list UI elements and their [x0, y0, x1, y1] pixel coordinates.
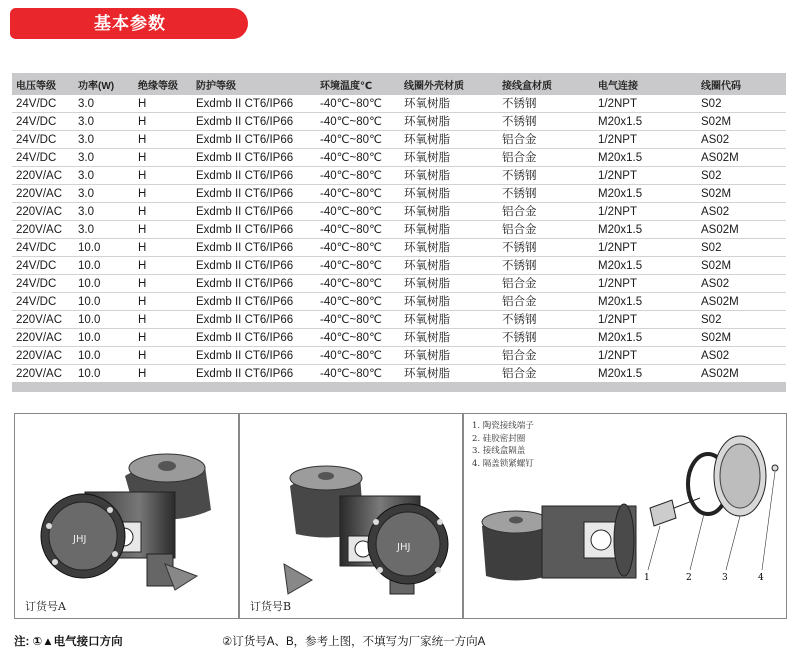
- table-cell: 环氧树脂: [404, 223, 450, 236]
- figure-b-label: 订货号B: [250, 600, 292, 613]
- table-cell: 10.0: [78, 313, 101, 326]
- table-cell: 铝合金: [502, 205, 537, 218]
- table-cell: S02M: [701, 115, 732, 128]
- table-cell: 不锈钢: [502, 169, 537, 182]
- column-header: 电压等级: [16, 80, 56, 92]
- table-cell: 环氧树脂: [404, 115, 450, 128]
- table-cell: 不锈钢: [502, 187, 537, 200]
- table-cell: 10.0: [78, 331, 101, 344]
- table-cell: H: [138, 133, 147, 146]
- table-cell: S02M: [701, 187, 732, 200]
- table-cell: Exdmb II CT6/IP66: [196, 367, 294, 380]
- table-cell: 3.0: [78, 187, 94, 200]
- table-row: [12, 167, 786, 185]
- table-cell: AS02: [701, 133, 730, 146]
- table-cell: 220V/AC: [16, 223, 63, 236]
- table-cell: 220V/AC: [16, 331, 63, 344]
- table-cell: H: [138, 223, 147, 236]
- table-cell: 铝合金: [502, 223, 537, 236]
- table-cell: M20x1.5: [598, 151, 643, 164]
- table-cell: 环氧树脂: [404, 169, 450, 182]
- table-cell: -40℃~80℃: [320, 349, 382, 362]
- table-cell: 环氧树脂: [404, 367, 450, 380]
- table-cell: 不锈钢: [502, 259, 537, 272]
- table-cell: 24V/DC: [16, 133, 57, 146]
- table-cell: 环氧树脂: [404, 313, 450, 326]
- table-cell: H: [138, 187, 147, 200]
- table-cell: 1/2NPT: [598, 349, 637, 362]
- table-cell: Exdmb II CT6/IP66: [196, 349, 294, 362]
- table-cell: 1/2NPT: [598, 169, 637, 182]
- table-cell: S02M: [701, 259, 732, 272]
- table-cell: 24V/DC: [16, 259, 57, 272]
- callout-1: 1: [644, 573, 650, 583]
- column-header: 环境温度℃: [320, 80, 373, 92]
- table-cell: H: [138, 241, 147, 254]
- figure-order-b: [239, 413, 463, 619]
- table-cell: Exdmb II CT6/IP66: [196, 115, 294, 128]
- table-cell: 铝合金: [502, 349, 537, 362]
- callout-3: 3: [722, 573, 728, 583]
- table-cell: 3.0: [78, 97, 94, 110]
- table-cell: H: [138, 115, 147, 128]
- table-cell: 1/2NPT: [598, 133, 637, 146]
- table-cell: 10.0: [78, 349, 101, 362]
- table-cell: Exdmb II CT6/IP66: [196, 187, 294, 200]
- table-cell: 不锈钢: [502, 241, 537, 254]
- note-direction: 注: ①▲电气接口方向: [14, 636, 123, 648]
- table-cell: 220V/AC: [16, 367, 63, 380]
- table-cell: 24V/DC: [16, 295, 57, 308]
- table-cell: 环氧树脂: [404, 259, 450, 272]
- table-cell: M20x1.5: [598, 367, 643, 380]
- table-cell: 铝合金: [502, 367, 537, 380]
- table-cell: Exdmb II CT6/IP66: [196, 259, 294, 272]
- table-cell: Exdmb II CT6/IP66: [196, 205, 294, 218]
- table-cell: H: [138, 295, 147, 308]
- note-order-code: ②订货号A、B，参考上图，不填写为厂家统一方向A: [222, 636, 486, 648]
- table-cell: 24V/DC: [16, 151, 57, 164]
- table-cell: 环氧树脂: [404, 331, 450, 344]
- table-cell: 10.0: [78, 241, 101, 254]
- table-cell: Exdmb II CT6/IP66: [196, 151, 294, 164]
- table-row: [12, 365, 786, 383]
- table-cell: Exdmb II CT6/IP66: [196, 313, 294, 326]
- table-cell: AS02: [701, 349, 730, 362]
- table-cell: H: [138, 259, 147, 272]
- table-cell: -40℃~80℃: [320, 187, 382, 200]
- column-header: 线圈代码: [701, 80, 741, 92]
- table-cell: S02M: [701, 331, 732, 344]
- exploded-drawing: [464, 414, 786, 618]
- table-cell: 10.0: [78, 295, 101, 308]
- table-cell: 环氧树脂: [404, 151, 450, 164]
- table-cell: H: [138, 97, 147, 110]
- table-cell: Exdmb II CT6/IP66: [196, 169, 294, 182]
- table-cell: M20x1.5: [598, 295, 643, 308]
- table-cell: -40℃~80℃: [320, 205, 382, 218]
- table-row: [12, 311, 786, 329]
- part-item: 2. 硅胶密封圈: [472, 433, 526, 444]
- part-item: 3. 接线盒隔盖: [472, 446, 526, 456]
- table-cell: 24V/DC: [16, 115, 57, 128]
- column-header: 线圈外壳材质: [404, 80, 464, 92]
- table-row: [12, 239, 786, 257]
- table-cell: -40℃~80℃: [320, 295, 382, 308]
- table-row: [12, 275, 786, 293]
- table-cell: 220V/AC: [16, 313, 63, 326]
- table-cell: 10.0: [78, 259, 101, 272]
- table-cell: H: [138, 331, 147, 344]
- table-cell: 铝合金: [502, 133, 537, 146]
- table-cell: 3.0: [78, 133, 94, 146]
- table-cell: H: [138, 367, 147, 380]
- table-cell: 3.0: [78, 115, 94, 128]
- table-cell: 220V/AC: [16, 169, 63, 182]
- table-cell: M20x1.5: [598, 259, 643, 272]
- box-brand-a: JHJ: [73, 534, 87, 545]
- table-cell: 环氧树脂: [404, 97, 450, 110]
- table-cell: 3.0: [78, 151, 94, 164]
- table-cell: S02: [701, 313, 722, 326]
- table-cell: H: [138, 313, 147, 326]
- valve-drawing-a: [15, 414, 238, 618]
- table-row: [12, 185, 786, 203]
- table-cell: 1/2NPT: [598, 97, 637, 110]
- table-cell: M20x1.5: [598, 223, 643, 236]
- table-cell: 铝合金: [502, 151, 537, 164]
- table-row: [12, 149, 786, 167]
- table-header-row: [12, 73, 786, 95]
- table-cell: -40℃~80℃: [320, 277, 382, 290]
- table-cell: AS02M: [701, 295, 739, 308]
- table-cell: Exdmb II CT6/IP66: [196, 277, 294, 290]
- part-item: 1. 陶瓷接线端子: [472, 421, 534, 431]
- table-cell: AS02: [701, 277, 730, 290]
- table-cell: M20x1.5: [598, 115, 643, 128]
- table-cell: -40℃~80℃: [320, 367, 382, 380]
- table-cell: -40℃~80℃: [320, 115, 382, 128]
- table-cell: 不锈钢: [502, 331, 537, 344]
- table-cell: 10.0: [78, 277, 101, 290]
- table-cell: H: [138, 277, 147, 290]
- table-cell: 不锈钢: [502, 313, 537, 326]
- table-cell: Exdmb II CT6/IP66: [196, 295, 294, 308]
- column-header: 绝缘等级: [138, 80, 178, 92]
- table-row: [12, 221, 786, 239]
- table-cell: H: [138, 169, 147, 182]
- table-cell: -40℃~80℃: [320, 313, 382, 326]
- table-cell: 环氧树脂: [404, 277, 450, 290]
- table-cell: -40℃~80℃: [320, 259, 382, 272]
- table-footer-bar: [12, 382, 786, 392]
- table-cell: Exdmb II CT6/IP66: [196, 97, 294, 110]
- table-cell: 不锈钢: [502, 115, 537, 128]
- figure-a-label: 订货号A: [25, 600, 66, 613]
- table-cell: 24V/DC: [16, 241, 57, 254]
- table-cell: -40℃~80℃: [320, 97, 382, 110]
- table-cell: -40℃~80℃: [320, 151, 382, 164]
- callout-4: 4: [758, 573, 764, 583]
- table-cell: H: [138, 151, 147, 164]
- table-cell: 24V/DC: [16, 277, 57, 290]
- table-cell: AS02M: [701, 367, 739, 380]
- table-cell: -40℃~80℃: [320, 331, 382, 344]
- table-cell: 铝合金: [502, 295, 537, 308]
- table-cell: Exdmb II CT6/IP66: [196, 331, 294, 344]
- table-cell: 3.0: [78, 223, 94, 236]
- column-header: 防护等级: [196, 80, 236, 92]
- table-cell: M20x1.5: [598, 331, 643, 344]
- table-cell: 1/2NPT: [598, 277, 637, 290]
- table-cell: AS02: [701, 205, 730, 218]
- column-header: 接线盒材质: [502, 80, 552, 92]
- table-cell: 环氧树脂: [404, 349, 450, 362]
- table-cell: Exdmb II CT6/IP66: [196, 133, 294, 146]
- callout-2: 2: [686, 573, 692, 583]
- table-cell: 1/2NPT: [598, 313, 637, 326]
- table-cell: H: [138, 349, 147, 362]
- table-cell: 环氧树脂: [404, 295, 450, 308]
- box-brand-b: JHJ: [397, 542, 411, 553]
- table-cell: 220V/AC: [16, 205, 63, 218]
- column-header: 功率(W): [78, 80, 115, 92]
- part-item: 4. 隔盖锁紧螺钉: [472, 458, 534, 469]
- table-cell: Exdmb II CT6/IP66: [196, 223, 294, 236]
- table-cell: 3.0: [78, 205, 94, 218]
- table-row: [12, 257, 786, 275]
- figure-exploded-view: [463, 413, 787, 619]
- table-cell: 环氧树脂: [404, 241, 450, 254]
- table-cell: -40℃~80℃: [320, 241, 382, 254]
- table-cell: 1/2NPT: [598, 241, 637, 254]
- table-row: [12, 131, 786, 149]
- table-cell: 220V/AC: [16, 187, 63, 200]
- table-cell: S02: [701, 97, 722, 110]
- table-cell: AS02M: [701, 151, 739, 164]
- figure-order-a: [14, 413, 239, 619]
- table-cell: -40℃~80℃: [320, 223, 382, 236]
- table-cell: 220V/AC: [16, 349, 63, 362]
- table-cell: 24V/DC: [16, 97, 57, 110]
- section-title: 基本参数: [10, 8, 248, 39]
- table-cell: 10.0: [78, 367, 101, 380]
- table-cell: S02: [701, 241, 722, 254]
- table-cell: 铝合金: [502, 277, 537, 290]
- table-row: [12, 347, 786, 365]
- table-row: [12, 293, 786, 311]
- table-cell: 3.0: [78, 169, 94, 182]
- table-row: [12, 203, 786, 221]
- table-cell: H: [138, 205, 147, 218]
- table-cell: -40℃~80℃: [320, 133, 382, 146]
- table-cell: 1/2NPT: [598, 205, 637, 218]
- table-cell: S02: [701, 169, 722, 182]
- table-cell: AS02M: [701, 223, 739, 236]
- table-cell: M20x1.5: [598, 187, 643, 200]
- table-row: [12, 329, 786, 347]
- table-cell: 环氧树脂: [404, 205, 450, 218]
- table-cell: 环氧树脂: [404, 187, 450, 200]
- table-cell: Exdmb II CT6/IP66: [196, 241, 294, 254]
- parameter-table: [12, 73, 786, 392]
- table-row: [12, 113, 786, 131]
- table-cell: 环氧树脂: [404, 133, 450, 146]
- table-cell: 不锈钢: [502, 97, 537, 110]
- valve-drawing-b: [240, 414, 462, 618]
- table-row: [12, 95, 786, 113]
- column-header: 电气连接: [598, 80, 638, 92]
- table-cell: -40℃~80℃: [320, 169, 382, 182]
